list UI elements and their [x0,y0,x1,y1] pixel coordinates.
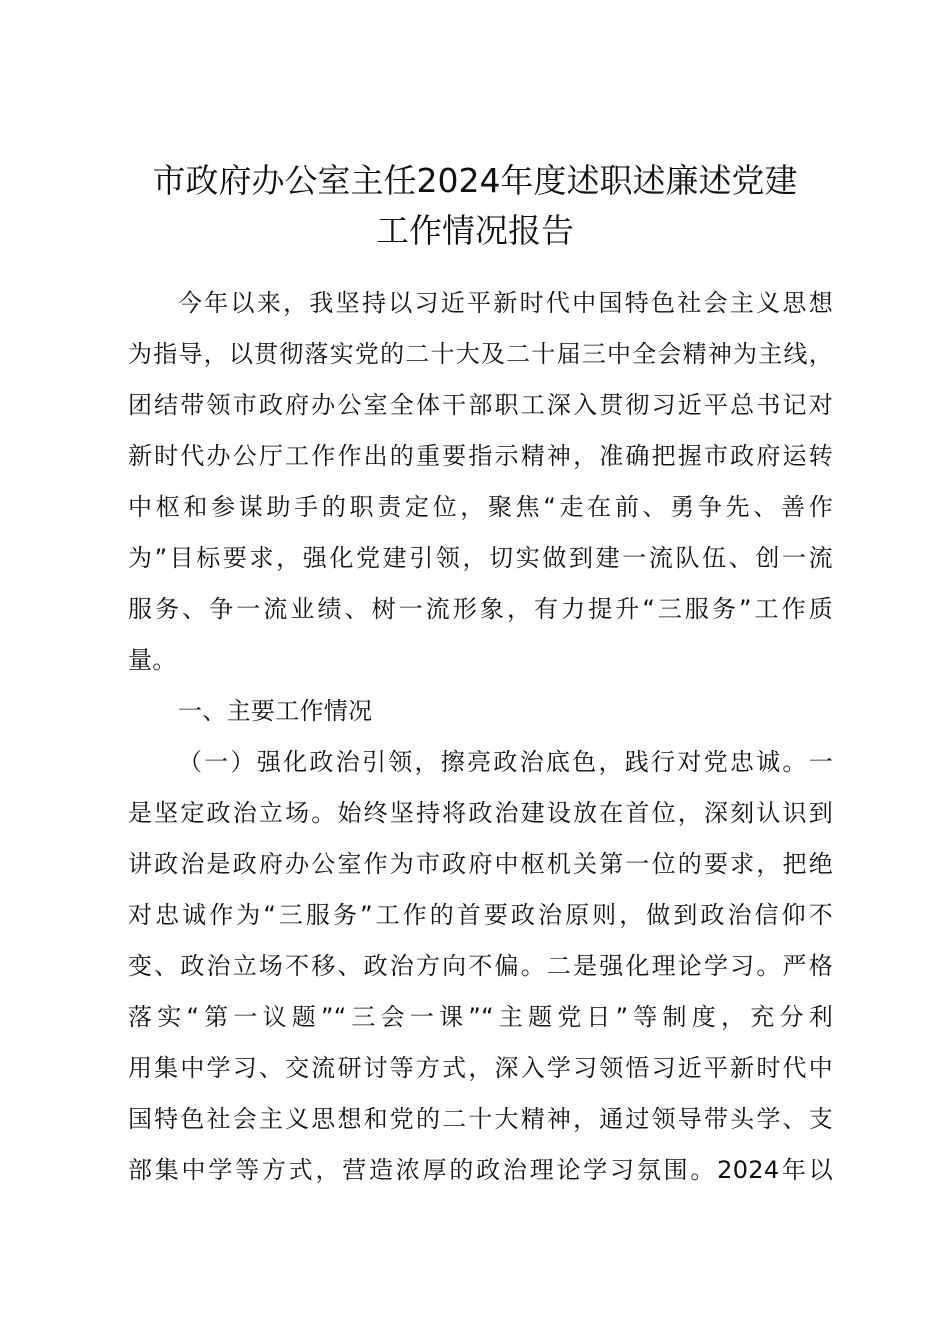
intro-line: 今年以来，我坚持以习近平新时代中国特色社会主义思想 [178,289,833,317]
section1-line: 对忠诚作为“三服务”工作的首要政治原则，做到政治信仰不 [128,901,833,929]
section-heading: 一、主要工作情况 [178,697,373,725]
section1-line: 落实“第一议题”“三会一课”“主题党日”等制度，充分利 [128,1003,833,1031]
section1-line: 讲政治是政府办公室作为市政府中枢机关第一位的要求，把绝 [128,850,833,878]
intro-line: 新时代办公厅工作作出的重要指示精神，准确把握市政府运转 [128,442,833,470]
intro-line: 量。 [128,646,177,674]
document-title-line-2: 工作情况报告 [376,211,574,250]
document-title-line-1: 市政府办公室主任2024年度述职述廉述党建 [152,161,798,200]
intro-line: 团结带领市政府办公室全体干部职工深入贯彻习近平总书记对 [128,391,833,419]
section1-line: 部集中学等方式，营造浓厚的政治理论学习氛围。2024年以 [128,1156,833,1184]
section1-line: 是坚定政治立场。始终坚持将政治建设放在首位，深刻认识到 [128,799,833,827]
section1-line: （一）强化政治引领，擦亮政治底色，践行对党忠诚。一 [178,748,833,776]
section1-line: 用集中学习、交流研讨等方式，深入学习领悟习近平新时代中 [128,1054,833,1082]
intro-line: 为指导，以贯彻落实党的二十大及二十届三中全会精神为主线， [128,340,833,368]
intro-line: 服务、争一流业绩、树一流形象，有力提升“三服务”工作质 [128,595,833,623]
section1-line: 变、政治立场不移、政治方向不偏。二是强化理论学习。严格 [128,952,833,980]
intro-line: 中枢和参谋助手的职责定位，聚焦“走在前、勇争先、善作 [128,493,833,521]
section1-line: 国特色社会主义思想和党的二十大精神，通过领导带头学、支 [128,1105,833,1133]
intro-line: 为”目标要求，强化党建引领，切实做到建一流队伍、创一流 [128,544,833,572]
